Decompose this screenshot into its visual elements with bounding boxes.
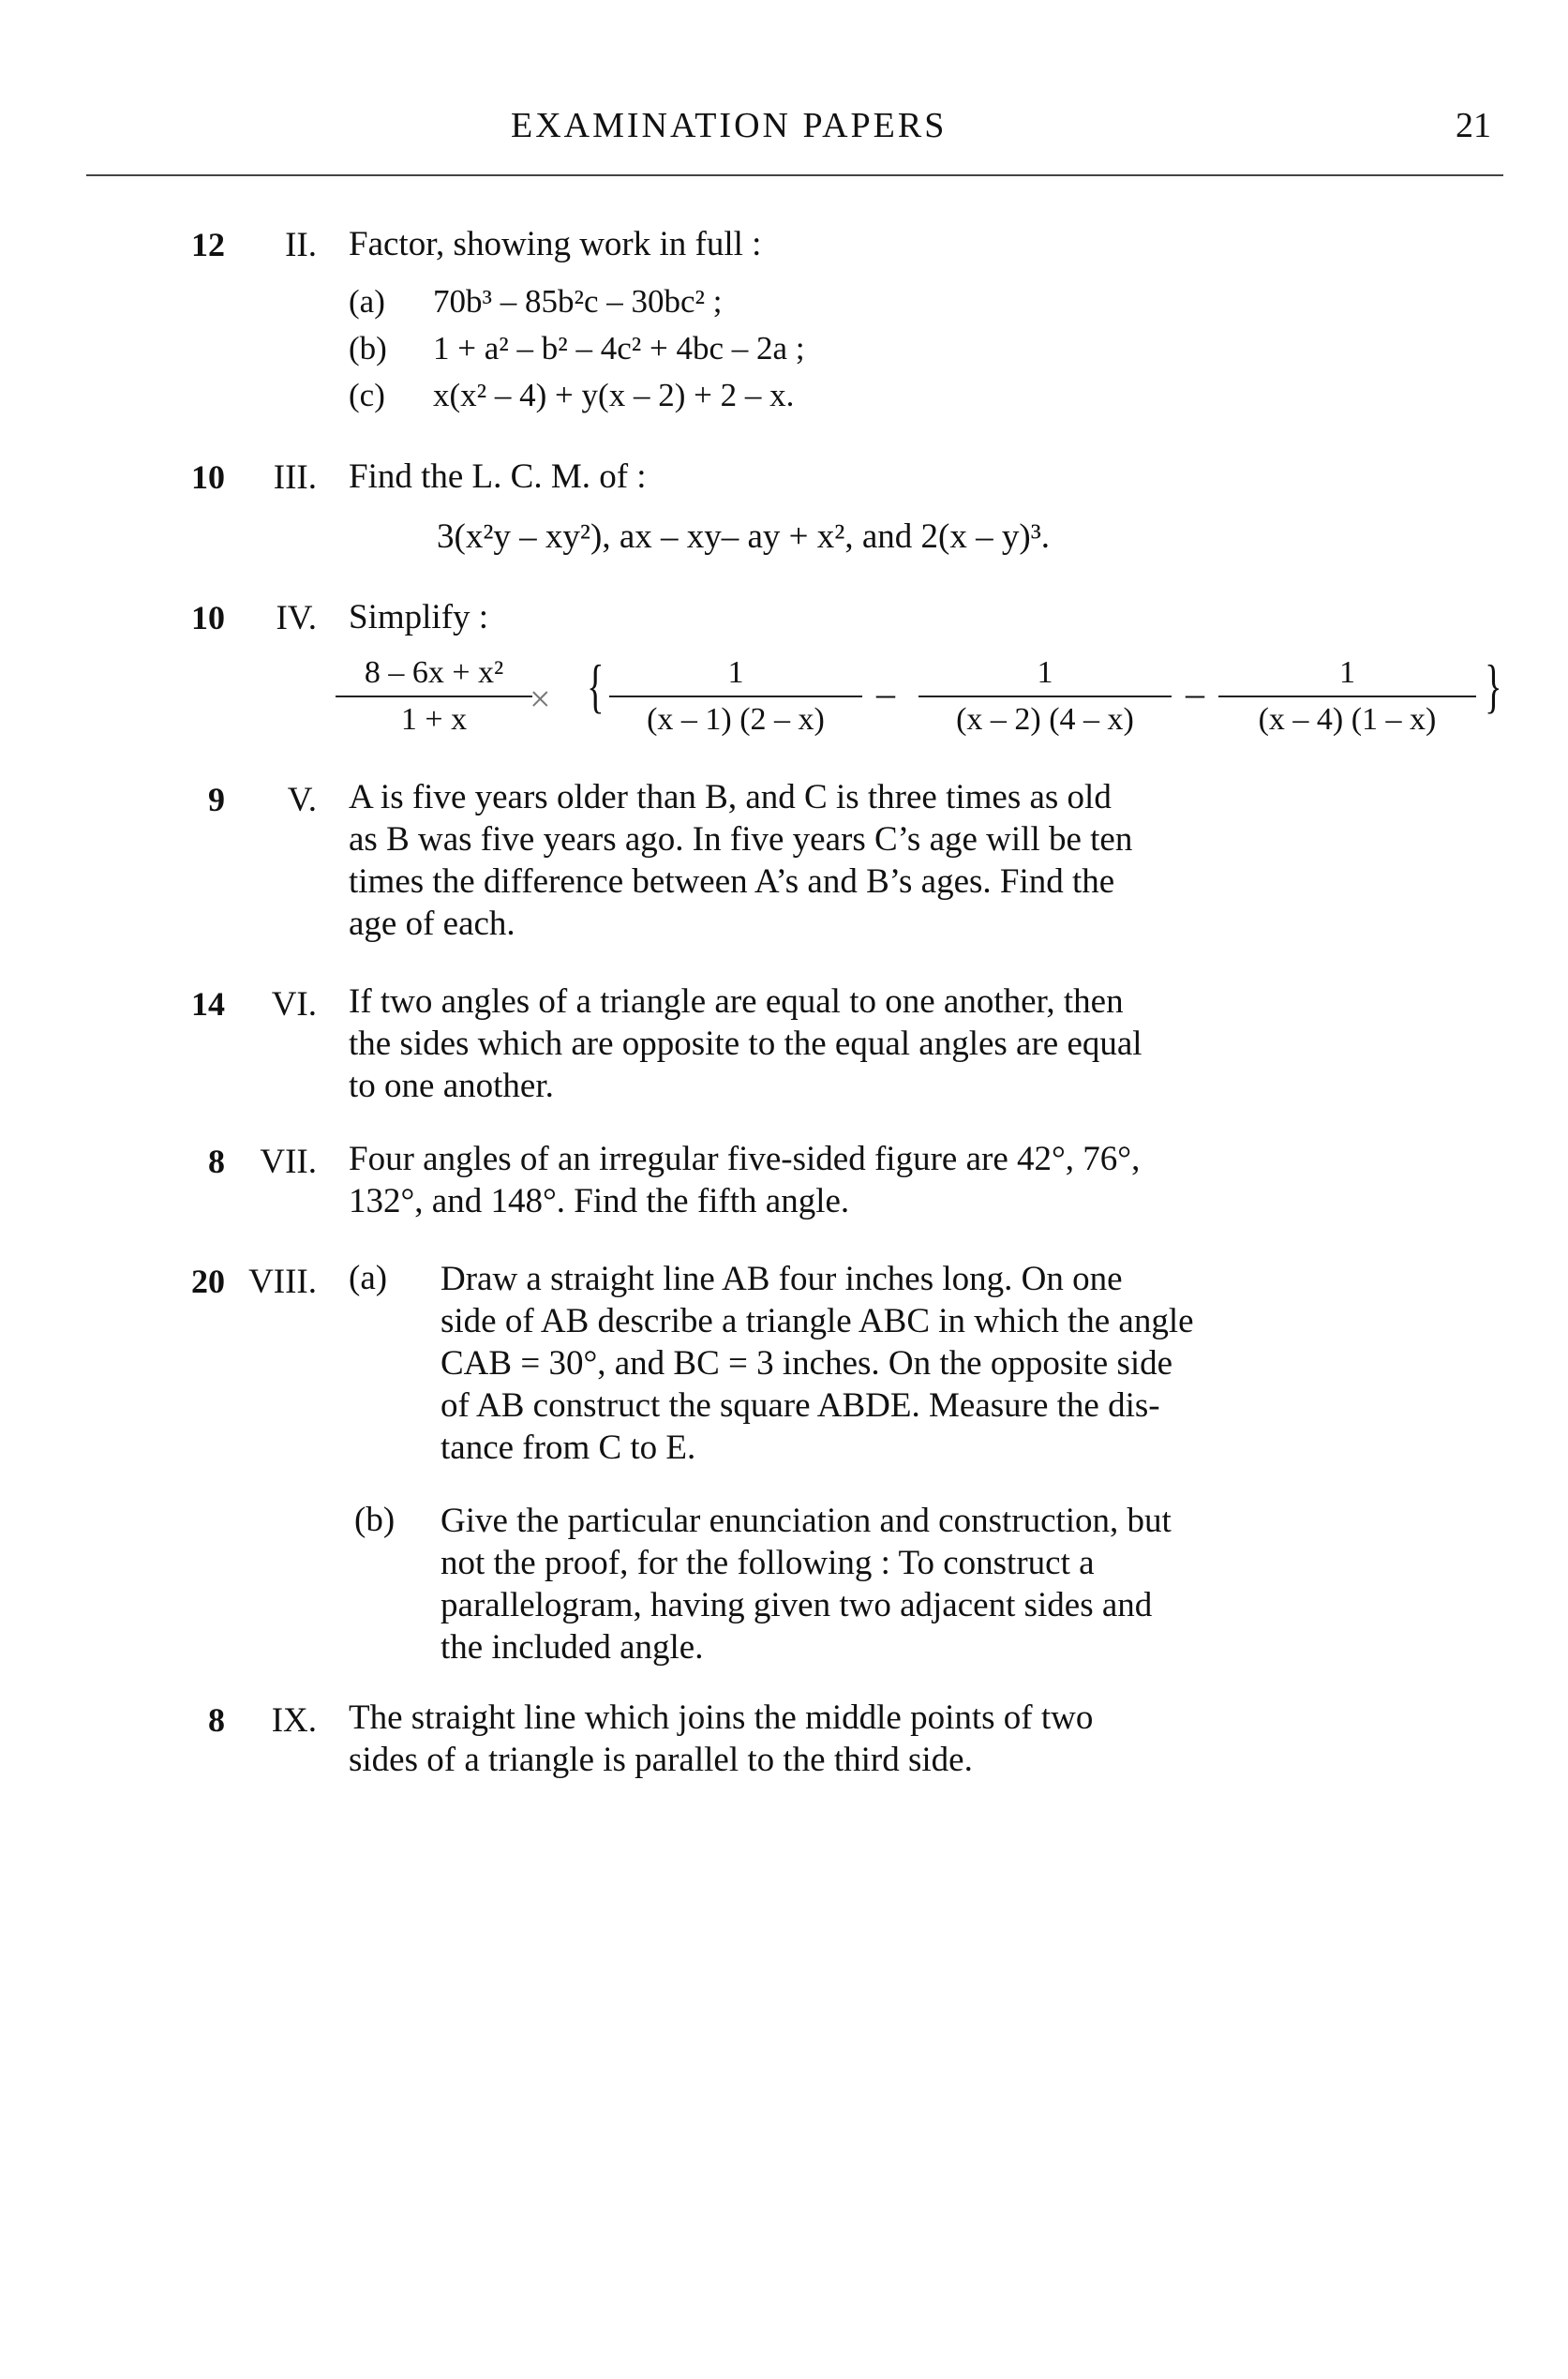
question-number-q9: IX. [271,1701,317,1740]
question-body-q6 [349,980,1506,1107]
text-line: not the proof, for the following : To construct a [441,1544,1095,1582]
text-line: Give the particular enunciation and construction, but [441,1502,1172,1540]
part-label-q2b: (b) [349,330,387,367]
question-number-q2: II. [285,226,317,264]
brace-open: { [587,652,605,719]
marks-q6: 14 [191,985,225,1023]
text-line: Draw a straight line AB four inches long. On one [441,1260,1123,1298]
fraction-bar [918,696,1172,697]
part-label-q8a: (a) [349,1259,388,1297]
text-line: the sides which are opposite to the equal angles are equal [349,1025,1142,1063]
text-line: to one another. [349,1067,554,1105]
times-sign: × [530,678,551,720]
question-body-q8a [441,1258,1506,1469]
fraction-3 [1218,654,1476,739]
header-rule [86,174,1503,176]
fraction-1 [609,654,862,739]
question-number-q5: V. [287,781,317,819]
question-prompt-q2: Factor, showing work in full : [349,225,762,263]
marks-q7: 8 [208,1143,225,1180]
part-expr-q2b: 1 + a² – b² – 4c² + 4bc – 2a ; [433,330,805,367]
question-body-q9 [349,1697,1506,1781]
marks-q2: 12 [191,226,225,263]
fraction-bar [1218,696,1476,697]
fraction-2 [918,654,1172,739]
fraction-1-numerator: 1 [727,655,744,690]
minus-sign-1: – [876,672,895,714]
minus-sign-2: – [1186,672,1204,714]
fraction-bar [609,696,862,697]
question-prompt-q4: Simplify : [349,598,489,636]
question-body-q8b [441,1500,1506,1668]
text-line: side of AB describe a triangle ABC in which the angle [441,1302,1194,1340]
marks-q8: 20 [191,1263,225,1300]
fraction-lead-numerator: 8 – 6x + x² [364,655,504,690]
part-label-q2a: (a) [349,283,385,320]
fraction-1-denominator: (x – 1) (2 – x) [647,702,825,737]
question-prompt-q3: Find the L. C. M. of : [349,457,647,496]
part-expr-q2a: 70b³ – 85b²c – 30bc² ; [433,283,723,320]
part-label-q8b: (b) [354,1501,396,1539]
page-number: 21 [1456,106,1491,145]
text-line: of AB construct the square ABDE. Measure the dis- [441,1386,1160,1425]
question-number-q8: VIII. [248,1263,317,1301]
marks-q9: 8 [208,1701,225,1739]
question-number-q3: III. [273,458,317,497]
question-body-q7 [349,1138,1506,1222]
text-line: times the difference between A’s and B’s ages. Find the [349,862,1115,901]
question-number-q6: VI. [271,985,317,1024]
brace-close: } [1485,652,1502,719]
part-expr-q2c: x(x² – 4) + y(x – 2) + 2 – x. [433,377,795,413]
fraction-lead [336,654,532,739]
text-line: If two angles of a triangle are equal to one another, then [349,982,1124,1021]
text-line: as B was five years ago. In five years C’s age will be ten [349,820,1133,859]
marks-q4: 10 [191,599,225,636]
running-header: EXAMINATION PAPERS [511,106,948,145]
text-line: 132°, and 148°. Find the fifth angle. [349,1182,850,1220]
text-line: Four angles of an irregular five-sided figure are 42°, 76°, [349,1140,1141,1178]
text-line: the included angle. [441,1628,704,1667]
expression-q3: 3(x²y – xy²), ax – xy– ay + x², and 2(x – y)³. [437,517,1051,556]
text-line: A is five years older than B, and C is three times as old [349,778,1112,816]
fraction-2-denominator: (x – 2) (4 – x) [956,702,1134,737]
text-line: sides of a triangle is parallel to the third side. [349,1741,973,1779]
fraction-2-numerator: 1 [1037,655,1053,690]
text-line: age of each. [349,905,515,943]
question-number-q7: VII. [260,1143,317,1181]
text-line: The straight line which joins the middle points of two [349,1698,1094,1737]
fraction-3-numerator: 1 [1339,655,1355,690]
marks-q5: 9 [208,781,225,818]
marks-q3: 10 [191,458,225,496]
text-line: CAB = 30°, and BC = 3 inches. On the opposite side [441,1344,1173,1383]
text-line: tance from C to E. [441,1429,696,1467]
text-line: parallelogram, having given two adjacent sides and [441,1586,1153,1624]
question-body-q5 [349,776,1506,945]
fraction-bar [336,696,532,697]
question-number-q4: IV. [276,599,317,637]
fraction-3-denominator: (x – 4) (1 – x) [1258,702,1437,737]
fraction-lead-denominator: 1 + x [400,702,468,737]
part-label-q2c: (c) [349,377,385,413]
